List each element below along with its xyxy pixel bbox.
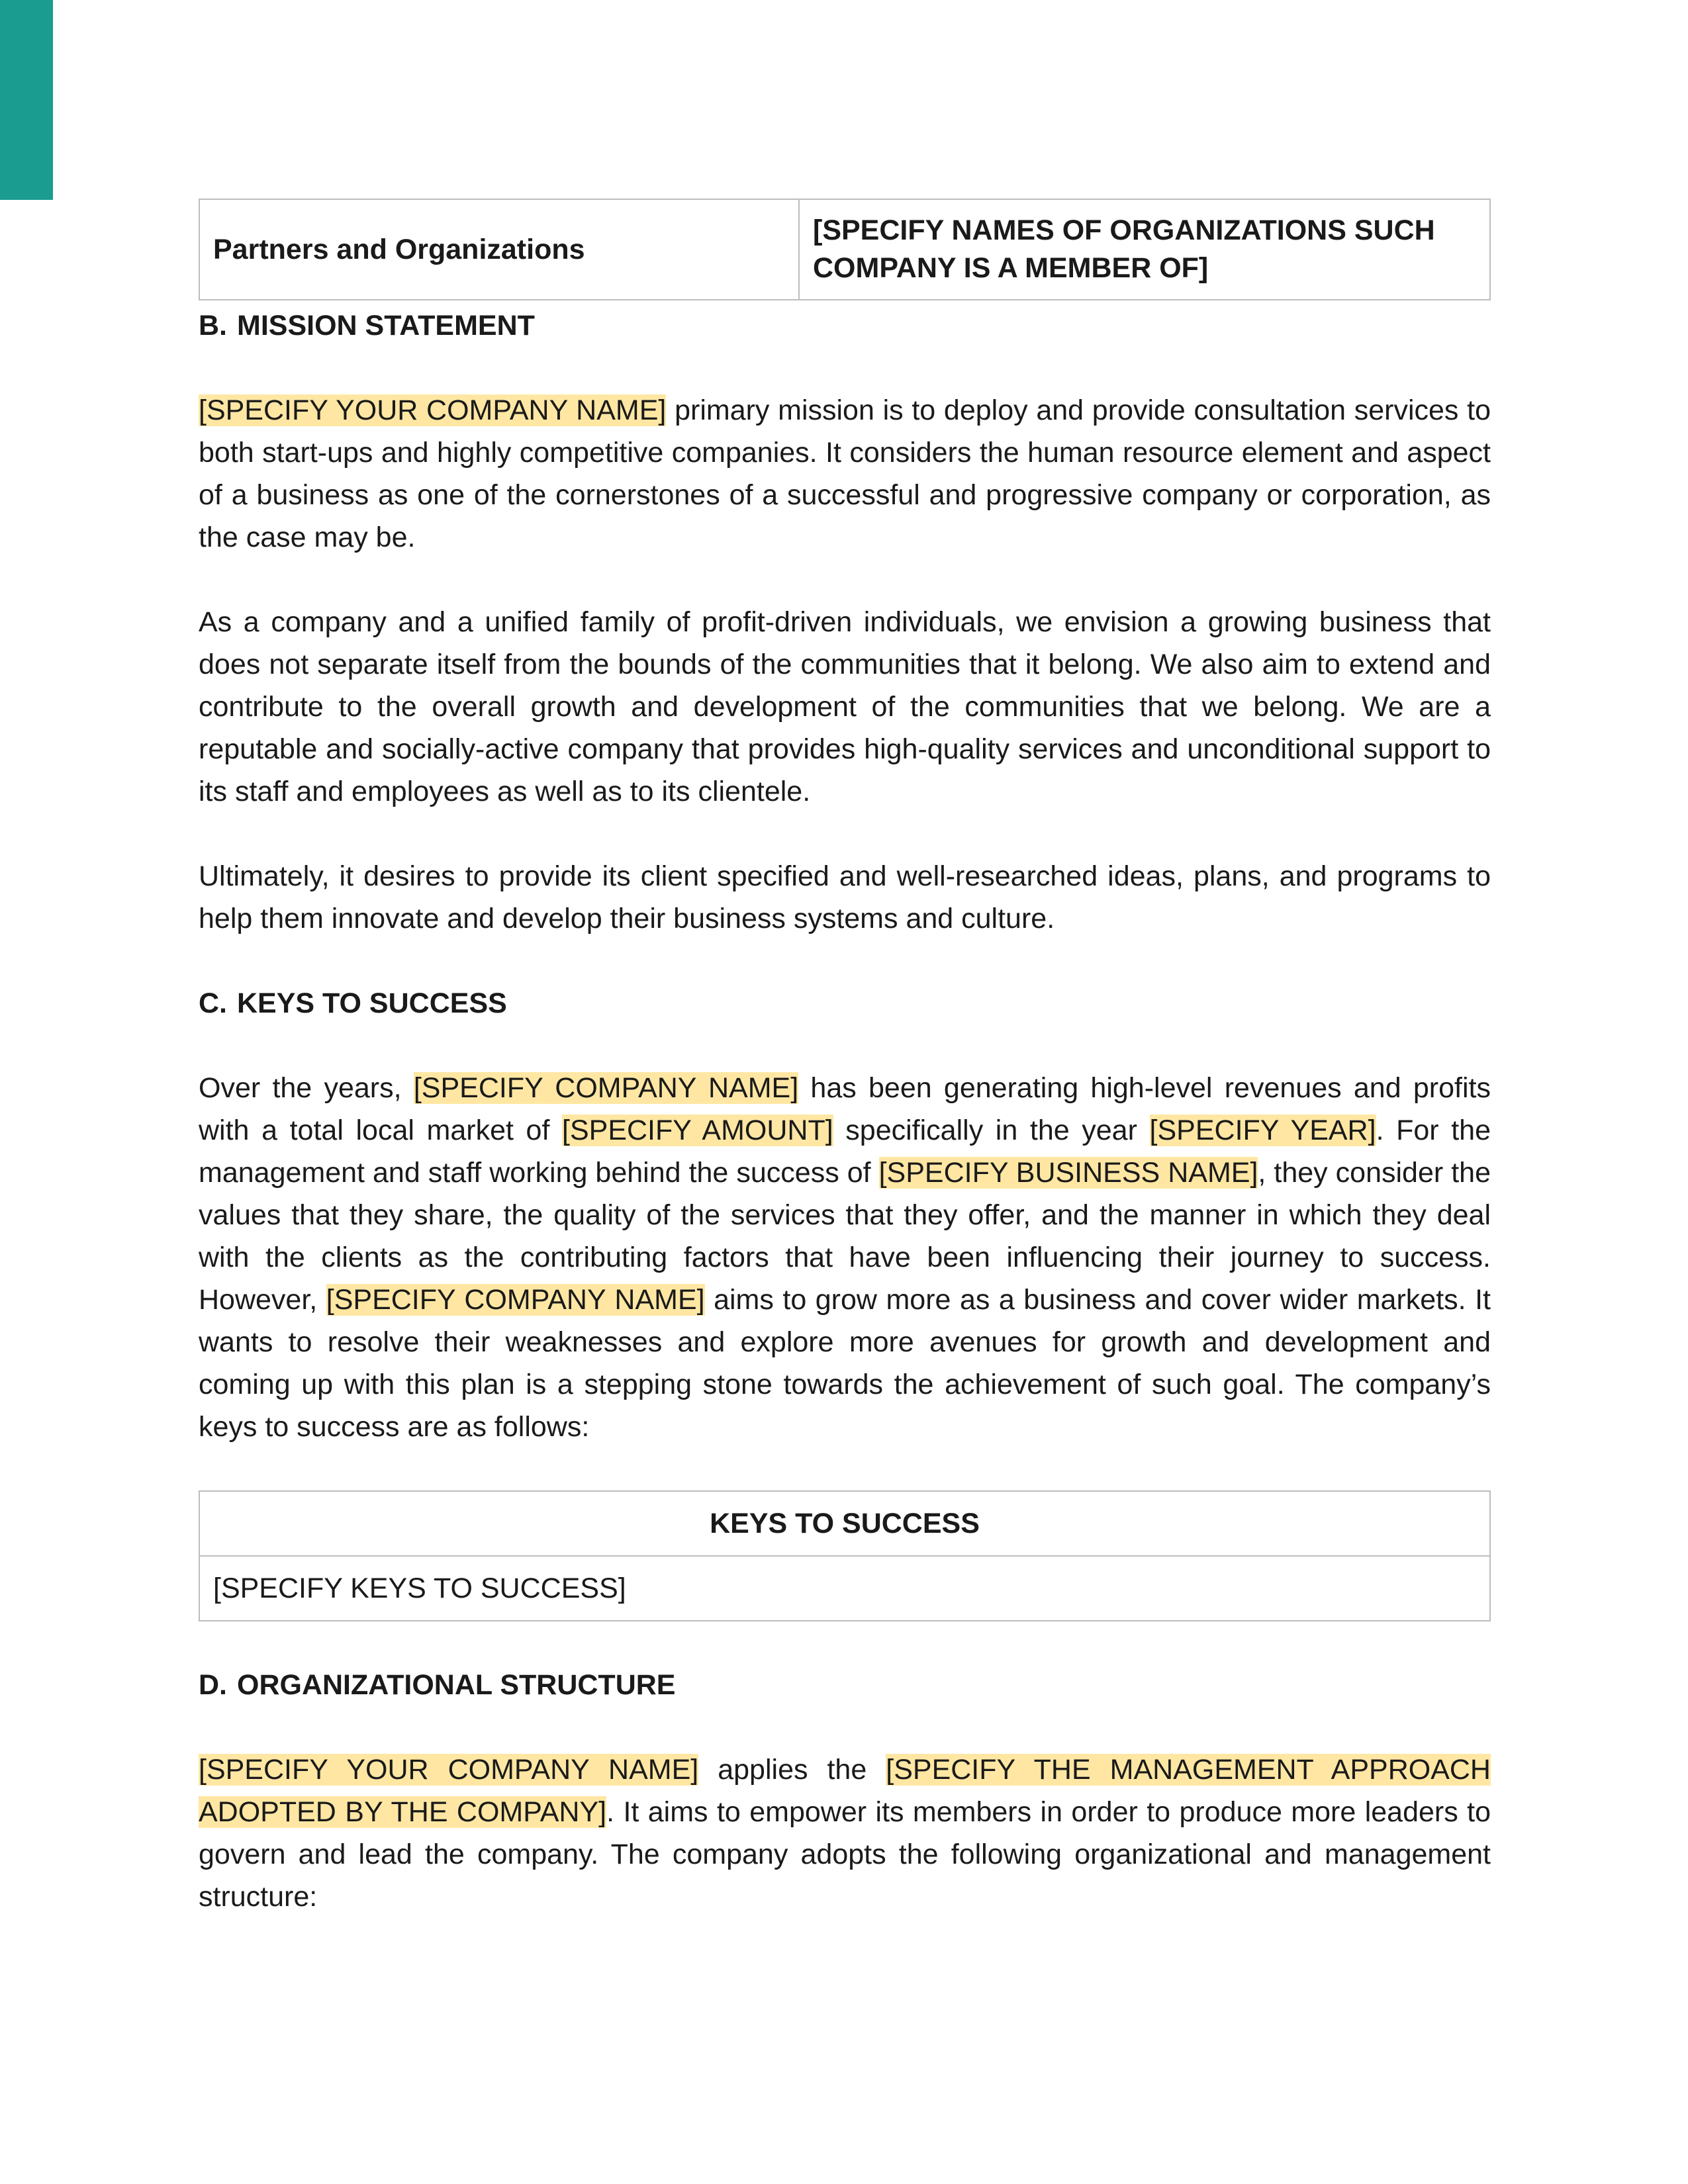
placeholder-highlight: [SPECIFY YOUR COMPANY NAME] bbox=[199, 1754, 699, 1786]
keys-paragraph: Over the years, [SPECIFY COMPANY NAME] has been generating high-level revenues and profits with a total local market of [SPECIFY AMOUNT] specifically in the year [SPECIFY YEAR]. For the management and staff working behind the success of [SPECIFY BUSINESS NAME], they consider the values that they share, the quality of the services that they offer, and the manner in which they deal with the clients as the contributing factors that have been influencing their journey to success. However, [SPECIFY COMPANY NAME] aims to grow more as a business and cover wider markets. It wants to resolve their weaknesses and explore more avenues for growth and development and coming up with this plan is a stepping stone towards the achievement of such goal. The company’s keys to success are as follows: bbox=[199, 1072, 1491, 1443]
partners-table bbox=[199, 199, 1491, 300]
section-letter: B. bbox=[199, 310, 227, 341]
section-title: ORGANIZATIONAL STRUCTURE bbox=[237, 1669, 676, 1701]
placeholder-highlight: [SPECIFY BUSINESS NAME] bbox=[878, 1157, 1258, 1189]
placeholder-highlight: [SPECIFY YOUR COMPANY NAME] bbox=[199, 394, 667, 426]
section-title: MISSION STATEMENT bbox=[237, 310, 535, 341]
mission-heading bbox=[199, 304, 1491, 347]
placeholder-highlight: [SPECIFY COMPANY NAME] bbox=[413, 1072, 799, 1104]
section-letter: D. bbox=[199, 1669, 227, 1701]
placeholder-highlight: [SPECIFY COMPANY NAME] bbox=[326, 1284, 705, 1316]
placeholder-highlight: [SPECIFY YEAR] bbox=[1149, 1115, 1376, 1146]
partners-label-cell: Partners and Organizations bbox=[199, 199, 799, 300]
section-letter: C. bbox=[199, 987, 227, 1019]
org-paragraph: [SPECIFY YOUR COMPANY NAME] applies the [SPECIFY THE MANAGEMENT APPROACH ADOPTED BY THE COMPANY]. It aims to empower its members in order to produce more leaders to govern and lead the company. The company adopts the following organizational and management structure: bbox=[199, 1754, 1491, 1913]
placeholder-highlight: [SPECIFY AMOUNT] bbox=[562, 1115, 833, 1146]
keys-heading bbox=[199, 982, 1491, 1024]
partners-value-cell: [SPECIFY NAMES OF ORGANIZATIONS SUCH COMPANY IS A MEMBER OF] bbox=[799, 199, 1490, 300]
accent-bar bbox=[0, 0, 53, 200]
mission-paragraph-3: Ultimately, it desires to provide its client specified and well-researched ideas, plans, and programs to help them innovate and develop their business systems and culture. bbox=[199, 860, 1491, 934]
table-row bbox=[199, 199, 1490, 300]
table-row bbox=[199, 1491, 1490, 1556]
mission-paragraph-1: [SPECIFY YOUR COMPANY NAME] primary mission is to deploy and provide consultation services to both start-ups and highly competitive companies. It considers the human resource element and aspect of a business as one of the cornerstones of a successful and progressive company or corporation, as the case may be. bbox=[199, 394, 1491, 553]
keys-table-cell: [SPECIFY KEYS TO SUCCESS] bbox=[199, 1556, 1490, 1621]
keys-table-header: KEYS TO SUCCESS bbox=[199, 1491, 1490, 1556]
mission-paragraph-2: As a company and a unified family of profit-driven individuals, we envision a growing business that does not separate itself from the bounds of the communities that it belong. We also aim to extend and contribute to the overall growth and development of the communities that we belong. We are a reputable and socially-active company that provides high-quality services and unconditional support to its staff and employees as well as to its clientele. bbox=[199, 606, 1491, 807]
placeholder-highlight: [SPECIFY THE MANAGEMENT APPROACH ADOPTED BY THE COMPANY] bbox=[199, 1754, 1491, 1828]
org-heading bbox=[199, 1664, 1491, 1706]
document-page bbox=[199, 199, 1491, 1918]
table-row bbox=[199, 1556, 1490, 1621]
section-title: KEYS TO SUCCESS bbox=[237, 987, 507, 1019]
keys-table bbox=[199, 1490, 1491, 1621]
